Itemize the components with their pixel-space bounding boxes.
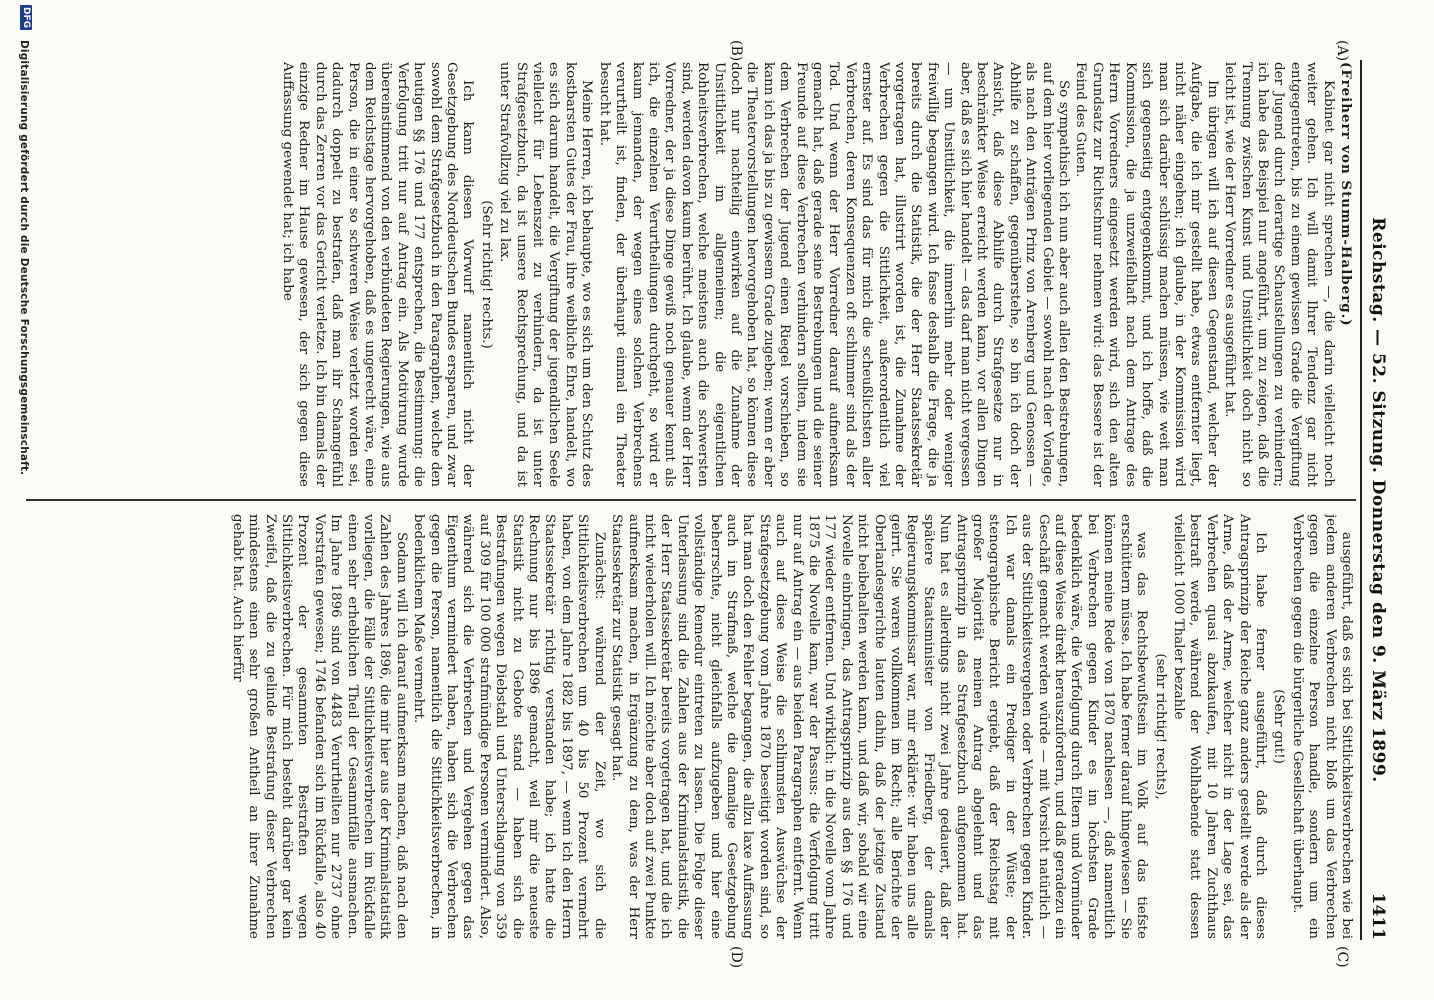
paragraph: Kabinet gar nicht sprechen —, die darin vielleicht noch weiter gehen. Ich will damit Ihrer Tendenz gar nicht entgegentreten, bis zu einem gewissen Grade die Vergiftung der Jugend durch derartige Schaustellungen zu verhindern; ich habe das Beispiel nur angeführt, um zu zeigen, daß die Trennung zwischen Kunst und Unsittlichkeit doch nicht so leicht ist, wie der Herr Vorredner es ausgeführt hat. — [1222, 62, 1336, 487]
page-number: 1411 — [1368, 892, 1388, 940]
paragraph: Meine Herren, ich behaupte, wo es sich um den Schutz des kostbarsten Gutes der Frau, ihre weibliche Ehre, handelt, wo es sich darum handelt, die Vergiftung der jugendlichen Seele vielleicht für Lebenszeit zu verhindern, da ist unter Strafgesetzbuch, da ist unsere Rechtsprechung, und da ist unter Strafvollzug viel zu lax. — [497, 62, 595, 487]
margin-marker-c: (C) — [1334, 946, 1350, 968]
right-column — [24, 514, 1354, 939]
applause-note: (sehr richtig! rechts), — [1152, 653, 1168, 800]
paragraph: So sympathisch ich nun aber auch allen den Bestrebungen, auf dem hier vorliegenden Gebiet — sowohl nach der Vorlage, als nach den Anträgen Prinz von Arenberg und Genossen — Abhilfe zu schaffen, gegenüberstehe, so bin ich doch der Ansicht, daß diese Abhilfe durch Strafgesetze nur in beschränkter Weise erreicht werden kann, vor allen Dingen aber, daß es sich hier handelt — das darf man nicht vergessen — um Unsittlichkeit, die immerhin mehr oder weniger freiwillig begangen wird. Ich fasse deshalb die Frage, die ja bereits durch die Statistik, die der Herr Staatssekretär vorgetragen hat, illustrirt worden ist, die Zunahme der Verbrechen gegen die Sittlichkeit, außerordentlich viel ernster auf. Es sind das für mich die scheußlichsten aller Verbrechen, deren Konsequenzen oft schlimmer sind als der Tod. Und wenn der Herr Vorredner darauf aufmerksam gemacht hat, daß gerade seine Bestrebungen und die seiner Freunde auf diese Verbrechen verhindern sollten, indem sie dem Verbrechen der Jugend einen Riegel vorschieben, so kann ich das ja bis zu gewissem Grade zugeben; wenn er aber die Theatervorstellungen hervorgehoben hat, so können diese doch nur nachteilig einwirken auf die Zunahme der Unsittlichkeit im allgemeinen; die eigentlichen Rohheitsverbrechen, welche meistens auch die schwersten sind, werden davon kaum berührt. Ich glaube, wenn der Herr Vorredner, der ja diese Dinge gewiß noch genauer kennt als ich, die einzelnen Verurtheilungen durchgeht, so wird er kaum jemanden, der wegen eines solchen Verbrechens verurtheilt ist, finden, der überhaupt einmal ein Theater besucht hat. — [596, 62, 1072, 487]
paragraph: Zunächst: während der Zeit, wo sich die Sittlichkeitsverbrechen um 40 bis 50 Prozent vermehrt haben, von dem Jahre 1882 bis 1897, — wenn ich den Herrn Staatssekretär richtig verstanden habe; ich hatte die Rechnung nur bis 1896 gemacht, weil mir die neueste Statistik nicht zu Gebote stand — haben sich die Bestrafungen wegen Diebstahl und Unterschlagung von 359 auf 309 für 100 000 strafmündige Personen vermindert. Also, während sich die Verbrechen und Vergehen gegen das Eigenthum vermindert haben, haben sich die Verbrechen gegen die Person, namentlich die Sittlichkeitsverbrechen, in bedenklichem Maße vermehrt. — [411, 514, 607, 939]
dfg-logo: DFG — [21, 7, 31, 29]
paragraph: Sodann will ich darauf aufmerksam machen, daß nach den Zahlen des Jahres 1896, die mir hier aus der Kriminalstatistik vorliegen, die Fälle der Sittlichkeitsverbrechen im Rückfalle einen sehr erheblichen Theil der Gesammtfälle ausmachen. Im Jahre 1896 sind von 4483 Verurtheilten nur 2737 ohne Vorstrafen gewesen; 1746 befanden sich im Rückfalle, also 40 Prozent der gesammten Bestraften wegen Sittlichkeitsverbrechen. Für mich besteht darüber gar kein Zweifel, daß die zu gelinde Bestrafung dieser Verbrechen mindestens einen sehr großen Antheil an ihrer Zunahme gehabt hat. Auch hierfür — [229, 514, 409, 939]
paragraph: Ich kann diesen Vorwurf namentlich nicht der Gesetzgebung des Norddeutschen Bundes ersparen, und zwar sowohl dem Strafgesetzbuch in den Paragraphen, welche den heutigen §§ 176 und 177 entsprechen, die Bestimmung: die Verfolgung tritt nur auf Antrag ein. Als Motivirung wurde übereinstimmend von den verbündeten Regierungen, wie aus dem Reichstage hervorgehoben, daß es ungerecht wäre, eine Person, die in einer so schweren Weise verletzt worden sei, dadurch doppelt zu bestrafen, daß man ihr Schamgefühl durch das Zerren vor das Gericht verletze. Ich bin damals der einzige Redner im Hause gewesen, der sich gegen diese Auffassung gewendet hat; ich habe — [280, 62, 476, 487]
page-title: Reichstag. — 52. Sitzung. Donnerstag den 9. März 1899. — [1368, 217, 1388, 783]
left-column — [24, 62, 1354, 487]
paragraph: was das Rechtsbewußtsein im Volk auf das tiefste erschüttern müsse. Ich habe ferner darauf hingewiesen — Sie können meine Rede von 1870 nachlesen —, daß namentlich bei Verbrechen gegen Kinder es im höchsten Grade bedenklich wäre, die Verfolgung durch Eltern und Vormünder auf diese Weise direkt herauszufordern, und daß geradezu ein Geschäft gemacht werden würde — mit Vorsicht natürlich — aus der Sittlichkeitsvergehen oder Verbrechen gegen Kinder. Ich war damals ein Prediger in der Wüste; der stenographische Bericht ergiebt, daß der Reichstag mit großer Majorität meinen Antrag abgelehnt und das Antragsprinzip in das Strafgesetzbuch aufgenommen hat. Nun hat es allerdings nicht zwei Jahre gedauert, daß der spätere Staatsminister von Friedberg, der damals Regierungskommissar war, mir erklärte: wir haben uns alle geirrt. Sie waren vollkommen im Recht; alle Berichte der Oberlandesgerichte lauten dahin, daß der jetzige Zustand nicht beibehalten werden kann, und daß wir, sobald wir eine Novelle einbringen, das Antragsprinzip aus den §§ 176 und 177 wieder entfernen. Und wirklich: in die Novelle vom Jahre 1875 die Novelle kam, war der Passus: die Verfolgung tritt nur auf Antrag ein — aus beiden Paragraphen entfernt. Wenn auch auf diese Weise die schlimmsten Auswüchse der Strafgesetzgebung vom Jahre 1870 beseitigt worden sind, so hat man doch den Fehler begangen, die allzu laxe Auffassung auch im Strafmaß, welche die damalige Gesetzgebung beherrschte, nicht gleichfalls aufzugeben und hier eine vollständige Remedur eintreten zu lassen. Die Folge dieser Unterlassung sind die Zahlen aus der Kriminalstatistik, die der Herr Staatssekretär bereits vorgetragen hat, und die ich nicht wiederholen will. Ich möchte aber doch auf zwei Punkte aufmerksam machen, in Ergänzung zu dem, was der Herr Staatssekretär zur Statistik gesagt hat. — [609, 514, 1150, 939]
applause-note: (Sehr richtig! rechts.) — [478, 200, 494, 349]
digitization-credit: Digitalisierung gefördert durch die Deutsche Forschungsgemeinschaft. — [18, 40, 30, 476]
page-header — [1364, 60, 1388, 940]
paragraph: Im übrigen will ich auf diesen Gegenstand, welcher der Aufgabe, die ich mir gestellt habe, etwas entfernter liegt, nicht näher eingehen; ich glaube, in der Kommission wird man sich darüber schlüssig machen müssen, wie weit man sich gegenseitig entgegenkommt, und ich hoffe, daß die Kommission, die ja unzweifelhaft nach dem Antrage des Herrn Vorredners eingesetzt werden wird, sich den alten Grundsatz zur Richtschnur nehmen wird: das Bessere ist der Feind des Guten. — [1073, 62, 1220, 487]
speaker-line — [1337, 62, 1354, 487]
speaker-name: (Freiherr von Stumm-Halberg.) — [1338, 62, 1354, 327]
column-divider — [26, 499, 1356, 501]
margin-marker-b: (B) — [728, 40, 744, 62]
margin-marker-d: (D) — [728, 946, 744, 969]
applause-note: (Sehr gut!) — [1271, 689, 1287, 764]
paragraph: ausgeführt, daß es sich bei Sittlichkeitsverbrechen wie bei jedem anderen Verbrechen nicht bloß um das Verbrechen gegen die einzelne Person handle, sondern um ein Verbrechen gegen die bürgerliche Gesellschaft überhaupt. — [1289, 514, 1354, 939]
margin-marker-a: (A) — [1334, 40, 1350, 62]
paragraph: Ich habe ferner ausgeführt, daß durch dieses Antragsprinzip der Reiche ganz anders gestellt werde als der Arme, daß der Arme, welcher nicht in der Lage sei, das Verbrechen quasi abzukaufen, mit 10 Jahren Zuchthaus bestraft werde, während der Wohlhabende statt dessen vielleicht 1000 Thaler bezahle — [1170, 514, 1268, 939]
header-rule — [1360, 60, 1362, 940]
